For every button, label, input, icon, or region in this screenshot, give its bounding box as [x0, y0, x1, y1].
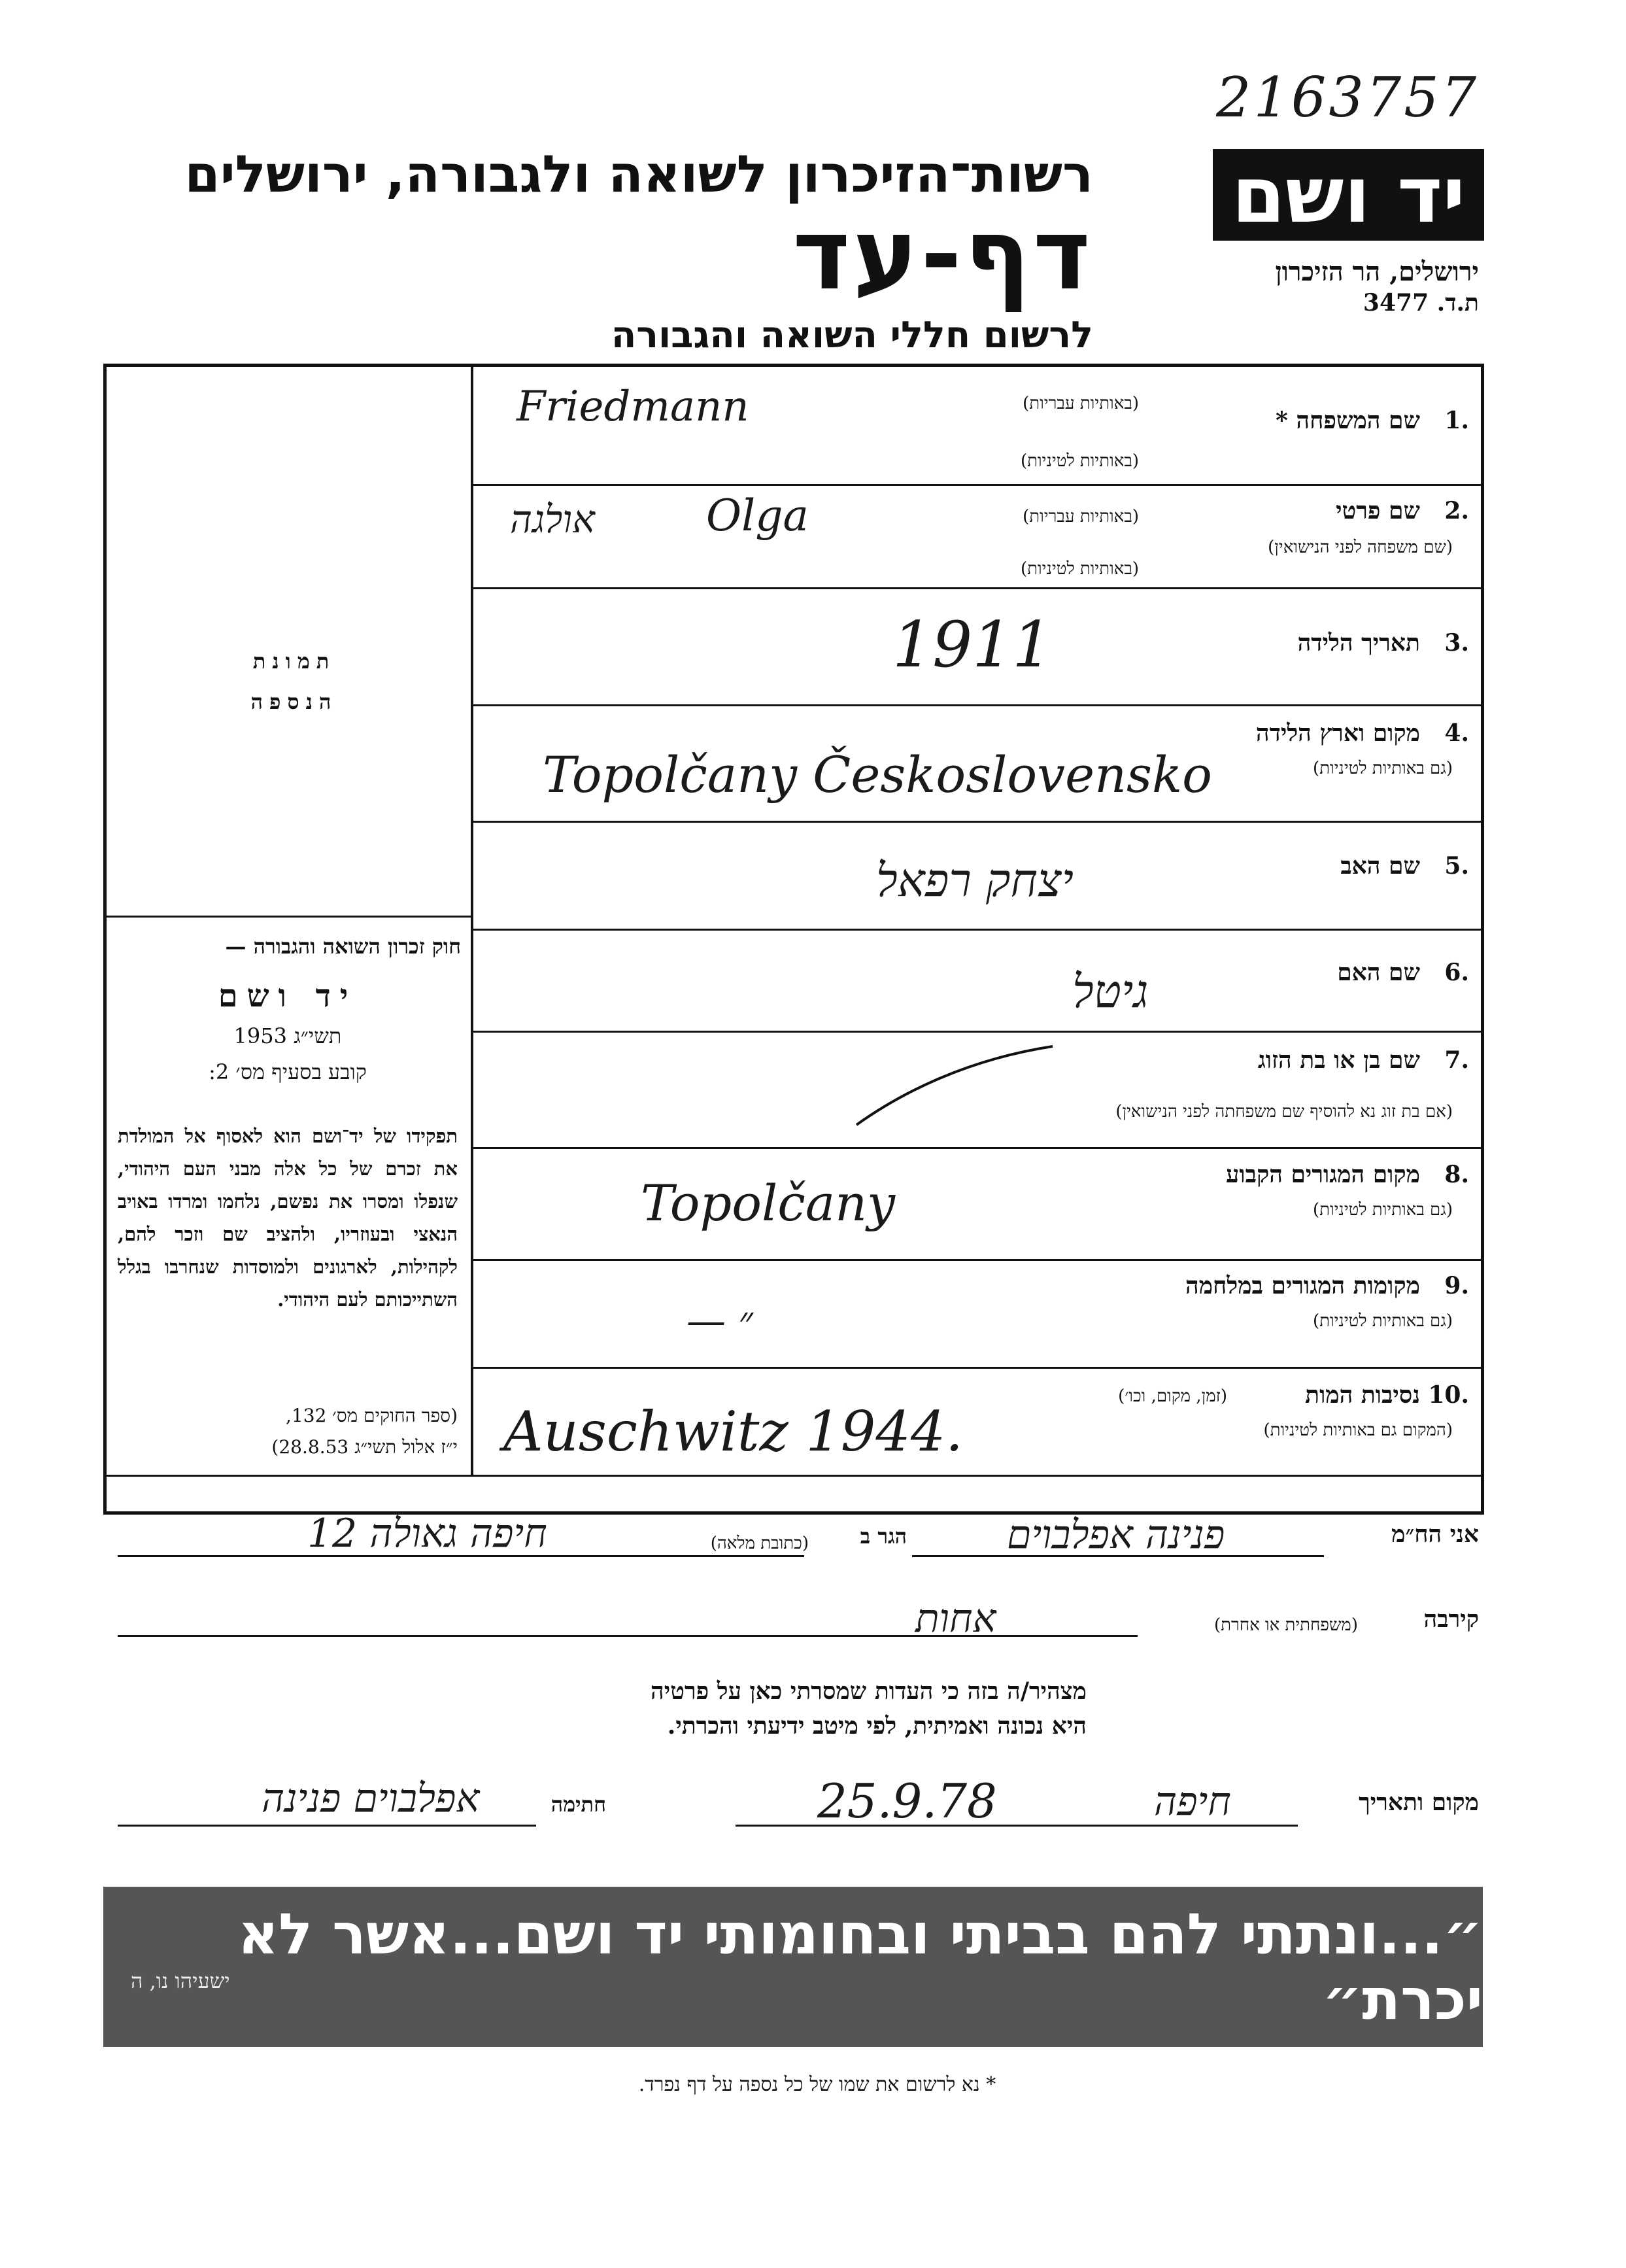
hint-hebrew: (באותיות עבריות) — [1023, 394, 1139, 413]
address-line-2: ת.ד. 3477 — [1363, 289, 1479, 317]
hint-latin: (המקום גם באותיות לטיניות) — [1263, 1420, 1453, 1440]
hint-hebrew: (באותיות עבריות) — [1023, 507, 1139, 526]
field-label-birth-place: מקום וארץ הלידה — [1255, 719, 1420, 747]
signature-value[interactable]: אפלבוים פנינה — [262, 1776, 480, 1821]
witness-name-value[interactable]: פנינה אפלבוים — [1007, 1512, 1225, 1558]
hint-death: (זמן, מקום, וכו׳) — [1118, 1386, 1227, 1406]
relation-label: קירבה — [1423, 1606, 1479, 1633]
field-label-spouse: שם בן או בת הזוג — [1257, 1046, 1420, 1074]
hint-maiden-name: (שם משפחה לפני הנישואין) — [1268, 538, 1453, 557]
footnote: * נא לרשום את שמו של כל נספה על דף נפרד. — [638, 2073, 996, 2096]
address-value[interactable]: חיפה גאולה 12 — [307, 1511, 547, 1556]
father-name-value[interactable]: יצחק רפאל — [876, 853, 1074, 907]
address-hint: (כתובת מלאה) — [710, 1534, 809, 1553]
banner-source: ישעיהו נו, ה — [131, 1968, 230, 1993]
address-line-1: ירושלים, הר הזיכרון — [1275, 256, 1479, 287]
law-year: תשי״ג 1953 — [233, 1023, 342, 1048]
place-value[interactable]: חיפה — [1154, 1779, 1231, 1825]
hint-latin: (באותיות לטיניות) — [1021, 559, 1139, 579]
field-label-death-circumstances: נסיבות המות — [1305, 1381, 1420, 1409]
law-text: תפקידו של יד־ושם הוא לאסוף אל המולדת את זכרם של כל אלה מבני העם היהודי, שנפלו ומסרו את נפשם, נלחמו ומרדו באויב הנאצי ובעוזריו, ולהציב שם וזכר להם, לקהילות, לארגונים ולמוסדות שנחרבו בגלל השתייכותם לעם היהודי. — [118, 1125, 458, 1311]
row-divider — [473, 1367, 1484, 1369]
law-section: קובע בסעיף מס׳ 2: — [209, 1059, 367, 1084]
hint-latin: (באותיות לטיניות) — [1021, 451, 1139, 471]
field-number: 2. — [1444, 497, 1469, 524]
statement-line-2: היא נכונה ואמיתית, לפי מיטב ידיעתי והכרתי. — [667, 1712, 1087, 1740]
field-number: 3. — [1444, 629, 1469, 657]
relation-hint: (משפחתית או אחרת) — [1213, 1615, 1358, 1635]
hint-latin: (גם באותיות לטיניות) — [1312, 759, 1453, 778]
yad-vashem-logo: יד ושם — [1213, 149, 1484, 241]
field-number: 4. — [1444, 719, 1469, 747]
field-number: 7. — [1444, 1046, 1469, 1074]
hint-latin: (גם באותיות לטיניות) — [1312, 1311, 1453, 1331]
witness-name-label: אני הח״מ — [1391, 1521, 1479, 1548]
statement-line-1: מצהיר/ה בזה כי העדות שמסרתי כאן על פרטיה — [651, 1677, 1087, 1705]
spouse-dash-stroke — [850, 1040, 1059, 1131]
place-date-label: מקום ותאריך — [1359, 1789, 1479, 1816]
row-divider — [473, 1259, 1484, 1261]
first-name-latin-value[interactable]: Olga — [706, 490, 809, 541]
field-number: 6. — [1444, 959, 1469, 986]
field-number: 5. — [1444, 852, 1469, 880]
row-divider — [473, 1031, 1484, 1033]
row-divider — [473, 929, 1484, 931]
law-name: יד ושם — [218, 978, 358, 1014]
birth-date-value[interactable]: 1911 — [892, 608, 1053, 681]
document-number: 2163757 — [1216, 65, 1480, 129]
mother-name-value[interactable]: גיטל — [1072, 965, 1149, 1018]
form-subtitle: לרשום חללי השואה והגבורה — [611, 314, 1093, 356]
row-divider — [473, 1147, 1484, 1149]
field-number: 10. — [1428, 1381, 1469, 1409]
field-label-surname: שם המשפחה * — [1276, 407, 1420, 434]
sidebar-divider — [103, 916, 473, 918]
field-number: 9. — [1444, 1272, 1469, 1299]
photo-label-1: תמונת — [252, 649, 336, 674]
signature-line — [118, 1825, 536, 1827]
hint-latin: (גם באותיות לטיניות) — [1312, 1200, 1453, 1220]
field-label-residence: מקום המגורים הקבוע — [1226, 1161, 1420, 1188]
row-divider — [103, 1475, 1484, 1477]
photo-placeholder — [216, 641, 373, 722]
date-value[interactable]: 25.9.78 — [817, 1774, 997, 1829]
law-title: חוק זכרון השואה והגבורה — — [225, 934, 461, 959]
quote-banner — [103, 1887, 1483, 2047]
hint-spouse: (אם בת זוג נא להוסיף שם משפחתה לפני הנישואין) — [1115, 1102, 1453, 1122]
field-label-birth-date: תאריך הלידה — [1297, 629, 1420, 657]
wartime-residence-value[interactable]: — ״ — [686, 1298, 753, 1344]
row-divider — [473, 821, 1484, 823]
row-divider — [473, 704, 1484, 706]
photo-label-2: הנספה — [250, 689, 338, 714]
law-reference: (ספר החוקים מס׳ 132, — [286, 1405, 458, 1426]
residence-value[interactable]: Topolčany — [641, 1174, 896, 1232]
first-name-hebrew-value[interactable]: אולגה — [510, 497, 595, 541]
field-label-first-name: שם פרטי — [1336, 497, 1420, 524]
field-label-wartime-residence: מקומות המגורים במלחמה — [1185, 1272, 1420, 1299]
death-circumstances-value[interactable]: Auschwitz 1944. — [503, 1400, 963, 1464]
field-number: 8. — [1444, 1161, 1469, 1188]
field-label-father-name: שם האב — [1340, 852, 1420, 880]
resides-label: הגר ב — [860, 1524, 907, 1549]
authority-name: רשות־הזיכרון לשואה ולגבורה, ירושלים — [184, 145, 1093, 204]
row-divider — [473, 587, 1484, 589]
birth-place-value[interactable]: Topolčany Československo — [543, 746, 1212, 804]
law-reference: י״ז אלול תשי״ג 28.8.53) — [271, 1436, 458, 1458]
field-number: 1. — [1444, 407, 1469, 434]
field-label-mother-name: שם האם — [1337, 959, 1420, 986]
banner-quote: ״...ונתתי להם בביתי ובחומותי יד ושם...אשר לא יכרת״ — [237, 1901, 1483, 2033]
signature-label: חתימה — [550, 1792, 606, 1817]
form-title: דף-עד — [792, 198, 1093, 312]
row-divider — [473, 484, 1484, 486]
surname-value[interactable]: Friedmann — [517, 383, 749, 431]
relation-value[interactable]: אחות — [915, 1596, 996, 1641]
